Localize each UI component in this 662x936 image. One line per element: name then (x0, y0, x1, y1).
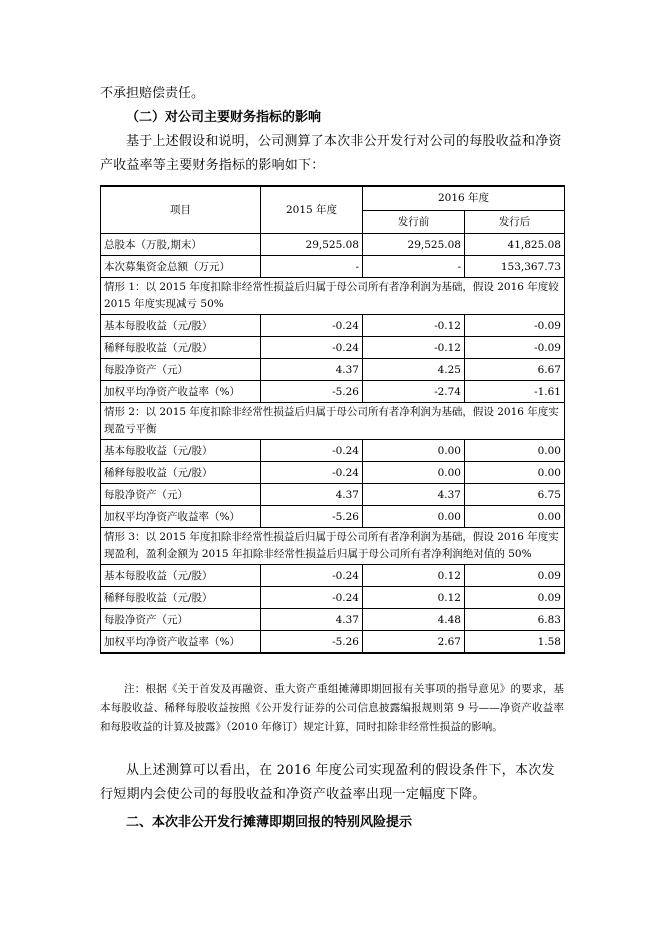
row-label: 总股本（万股,期末） (101, 234, 261, 256)
cell-2015: 4.37 (261, 359, 363, 381)
cell-before: 0.00 (363, 462, 465, 484)
cell-after: 6.67 (465, 359, 565, 381)
table-row (101, 440, 565, 462)
cell-after: 153,367.73 (465, 256, 565, 278)
cell-2015: 29,525.08 (261, 234, 363, 256)
scenario-row (101, 278, 565, 315)
header-after: 发行后 (465, 210, 565, 233)
cell-after: 6.75 (465, 484, 565, 506)
table-row (101, 256, 565, 278)
cell-after: 0.09 (465, 565, 565, 587)
cell-before: - (363, 256, 465, 278)
table-row (101, 234, 565, 256)
table-row (101, 381, 565, 403)
row-label: 每股净资产（元） (101, 609, 261, 631)
header-2015: 2015 年度 (261, 186, 363, 234)
intro-line: 不承担赔偿责任。 (100, 86, 205, 101)
cell-2015: -0.24 (261, 315, 363, 337)
cell-after: 0.00 (465, 506, 565, 528)
cell-2015: -5.26 (261, 631, 363, 654)
header-item: 项目 (101, 186, 261, 234)
cell-after: 0.09 (465, 587, 565, 609)
row-label: 加权平均净资产收益率（%） (101, 381, 261, 403)
cell-after: 0.00 (465, 462, 565, 484)
row-label: 基本每股收益（元/股） (101, 315, 261, 337)
row-label: 每股净资产（元） (101, 359, 261, 381)
cell-2015: -0.24 (261, 462, 363, 484)
table-row (101, 506, 565, 528)
scenario-row (101, 528, 565, 565)
cell-before: 29,525.08 (363, 234, 465, 256)
row-label: 稀释每股收益（元/股） (101, 462, 261, 484)
row-label: 加权平均净资产收益率（%） (101, 506, 261, 528)
cell-after: -0.09 (465, 337, 565, 359)
cell-before: 0.12 (363, 587, 465, 609)
cell-after: 1.58 (465, 631, 565, 654)
table-row (101, 484, 565, 506)
cell-before: 4.25 (363, 359, 465, 381)
row-label: 每股净资产（元） (101, 484, 261, 506)
cell-before: -0.12 (363, 337, 465, 359)
cell-before: 4.37 (363, 484, 465, 506)
cell-2015: 4.37 (261, 484, 363, 506)
cell-before: 0.00 (363, 440, 465, 462)
cell-2015: -0.24 (261, 565, 363, 587)
cell-2015: -5.26 (261, 506, 363, 528)
table-row (101, 359, 565, 381)
cell-2015: -5.26 (261, 381, 363, 403)
cell-2015: - (261, 256, 363, 278)
cell-after: -0.09 (465, 315, 565, 337)
row-label: 基本每股收益（元/股） (101, 565, 261, 587)
table-row (101, 631, 565, 654)
conclusion-paragraph: 从上述测算可以看出，在 2016 年度公司实现盈利的假设条件下，本次发行短期内会使公司的每股收益和净资产收益率出现一定幅度下降。 (100, 763, 555, 802)
table-row (101, 565, 565, 587)
table-row (101, 609, 565, 631)
scenario-title: 情形 3：以 2015 年度扣除非经常性损益后归属于母公司所有者净利润为基础，假设 2016 年度实现盈利，盈利金额为 2015 年扣除非经常性损益后归属于母公司所有者净利润绝对值的 50% (101, 528, 565, 565)
table-row (101, 462, 565, 484)
row-label: 稀释每股收益（元/股） (101, 587, 261, 609)
header-before: 发行前 (363, 210, 465, 233)
cell-after: -1.61 (465, 381, 565, 403)
cell-before: 0.12 (363, 565, 465, 587)
row-label: 加权平均净资产收益率（%） (101, 631, 261, 654)
table-row (101, 315, 565, 337)
section-paragraph: 基于上述假设和说明，公司测算了本次非公开发行对公司的每股收益和净资产收益率等主要财务指标的影响如下： (100, 134, 562, 173)
row-label: 稀释每股收益（元/股） (101, 337, 261, 359)
table-row (101, 337, 565, 359)
cell-before: -2.74 (363, 381, 465, 403)
cell-2015: -0.24 (261, 587, 363, 609)
section2-title: 二、本次非公开发行摊薄即期回报的特别风险提示 (126, 815, 413, 830)
header-2016: 2016 年度 (363, 186, 565, 210)
section-title: （二）对公司主要财务指标的影响 (126, 110, 322, 125)
scenario-row (101, 403, 565, 440)
table-row (101, 587, 565, 609)
row-label: 基本每股收益（元/股） (101, 440, 261, 462)
scenario-title: 情形 1：以 2015 年度扣除非经常性损益后归属于母公司所有者净利润为基础，假设 2016 年度较 2015 年度实现减亏 50% (101, 278, 565, 315)
financial-impact-table (100, 185, 565, 654)
cell-after: 6.83 (465, 609, 565, 631)
table-note: 注：根据《关于首发及再融资、重大资产重组摊薄即期回报有关事项的指导意见》的要求，基本每股收益、稀释每股收益按照《公开发行证券的公司信息披露编报规则第 9 号——净资产收益率和每股收益的计算及披露》（2010 年修订）规定计算，同时扣除非经常性损益的影响。 (100, 683, 564, 733)
cell-2015: 4.37 (261, 609, 363, 631)
row-label: 本次募集资金总额（万元） (101, 256, 261, 278)
cell-before: 4.48 (363, 609, 465, 631)
table-header-row (101, 186, 565, 210)
cell-2015: -0.24 (261, 337, 363, 359)
cell-before: 2.67 (363, 631, 465, 654)
cell-before: -0.12 (363, 315, 465, 337)
cell-before: 0.00 (363, 506, 465, 528)
scenario-title: 情形 2：以 2015 年度扣除非经常性损益后归属于母公司所有者净利润为基础，假设 2016 年度实现盈亏平衡 (101, 403, 565, 440)
cell-after: 0.00 (465, 440, 565, 462)
cell-after: 41,825.08 (465, 234, 565, 256)
cell-2015: -0.24 (261, 440, 363, 462)
